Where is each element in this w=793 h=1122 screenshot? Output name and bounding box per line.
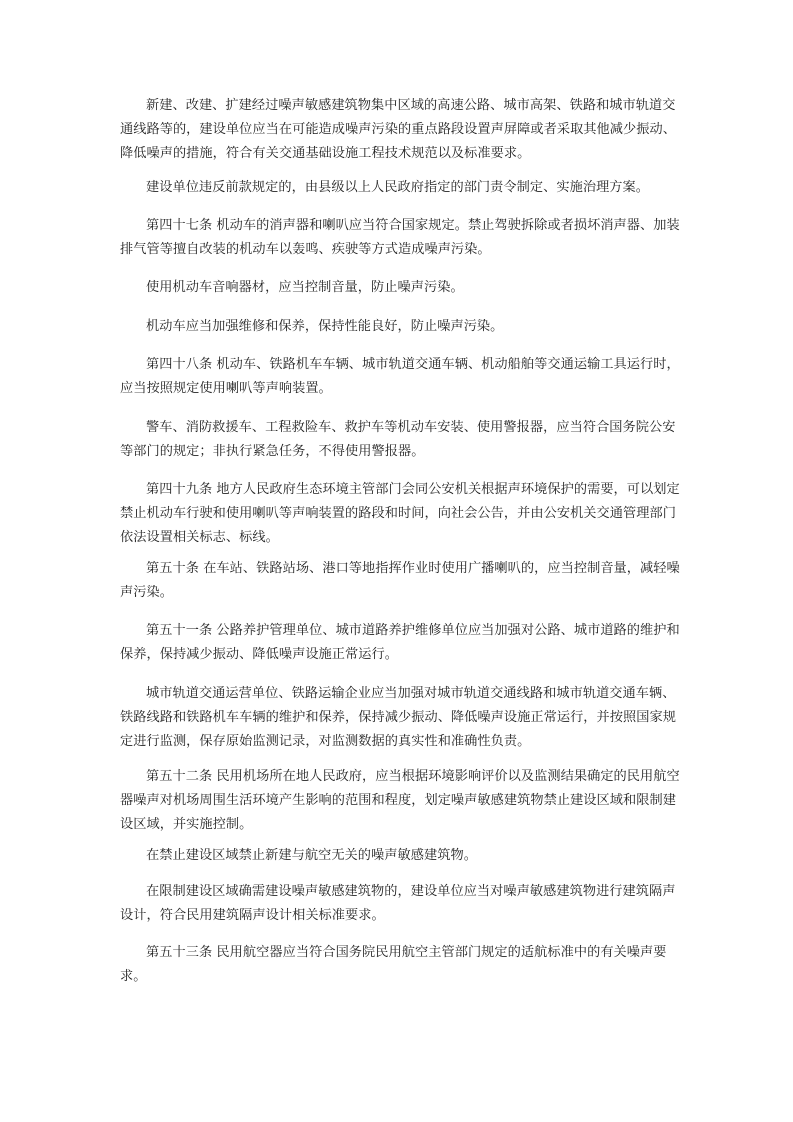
paragraph-sirens: 警车、消防救援车、工程救险车、救护车等机动车安装、使用警报器，应当符合国务院公安等部门的规定；非执行紧急任务，不得使用警报器。 — [120, 420, 676, 459]
paragraph-article-48: 第四十八条 机动车、铁路机车车辆、城市轨道交通车辆、机动船舶等交通运输工具运行时，应当按照规定使用喇叭等声响装置。 — [120, 357, 680, 396]
paragraph-article-53: 第五十三条 民用航空器应当符合国务院民用航空主管部门规定的适航标准中的有关噪声要求。 — [120, 945, 667, 984]
paragraph-article-52: 第五十二条 民用机场所在地人民政府，应当根据环境影响评价以及监测结果确定的民用航空器噪声对机场周围生活环境产生影响的范围和程度，划定噪声敏感建筑物禁止建设区域和限制建设区域，并实施控制。 — [120, 769, 680, 832]
paragraph-vehicle-maintenance: 机动车应当加强维修和保养，保持性能良好，防止噪声污染。 — [146, 319, 504, 334]
paragraph-no-build-zone: 在禁止建设区域禁止新建与航空无关的噪声敏感建筑物。 — [146, 848, 477, 863]
paragraph-article-51: 第五十一条 公路养护管理单位、城市道路养护维修单位应当加强对公路、城市道路的维护和保养，保持减少振动、降低噪声设施正常运行。 — [120, 623, 680, 662]
paragraph-article-49: 第四十九条 地方人民政府生态环境主管部门会同公安机关根据声环境保护的需要，可以划定禁止机动车行驶和使用喇叭等声响装置的路段和时间，向社会公告，并由公安机关交通管理部门依法设置相关标志、标线。 — [120, 482, 680, 545]
paragraph-rail-transit-operators: 城市轨道交通运营单位、铁路运输企业应当加强对城市轨道交通线路和城市轨道交通车辆、铁路线路和铁路机车车辆的维护和保养，保持减少振动、降低噪声设施正常运行，并按照国家规定进行监测，保存原始监测记录，对监测数据的真实性和准确性负责。 — [120, 686, 676, 749]
paragraph-restricted-zone: 在限制建设区域确需建设噪声敏感建筑物的，建设单位应当对噪声敏感建筑物进行建筑隔声设计，符合民用建筑隔声设计相关标准要求。 — [120, 884, 676, 923]
paragraph-vehicle-audio: 使用机动车音响器材，应当控制音量，防止噪声污染。 — [146, 280, 464, 295]
paragraph-traffic-noise-barriers: 新建、改建、扩建经过噪声敏感建筑物集中区域的高速公路、城市高架、铁路和城市轨道交通线路等的，建设单位应当在可能造成噪声污染的重点路段设置声屏障或者采取其他减少振动、降低噪声的措施，符合有关交通基础设施工程技术规范以及标准要求。 — [120, 98, 676, 161]
paragraph-remediation-plan: 建设单位违反前款规定的，由县级以上人民政府指定的部门责令制定、实施治理方案。 — [146, 180, 650, 195]
paragraph-article-47: 第四十七条 机动车的消声器和喇叭应当符合国家规定。禁止驾驶拆除或者损坏消声器、加装排气管等擅自改装的机动车以轰鸣、疾驶等方式造成噪声污染。 — [120, 218, 680, 257]
paragraph-article-50: 第五十条 在车站、铁路站场、港口等地指挥作业时使用广播喇叭的，应当控制音量，减轻噪声污染。 — [120, 561, 680, 600]
